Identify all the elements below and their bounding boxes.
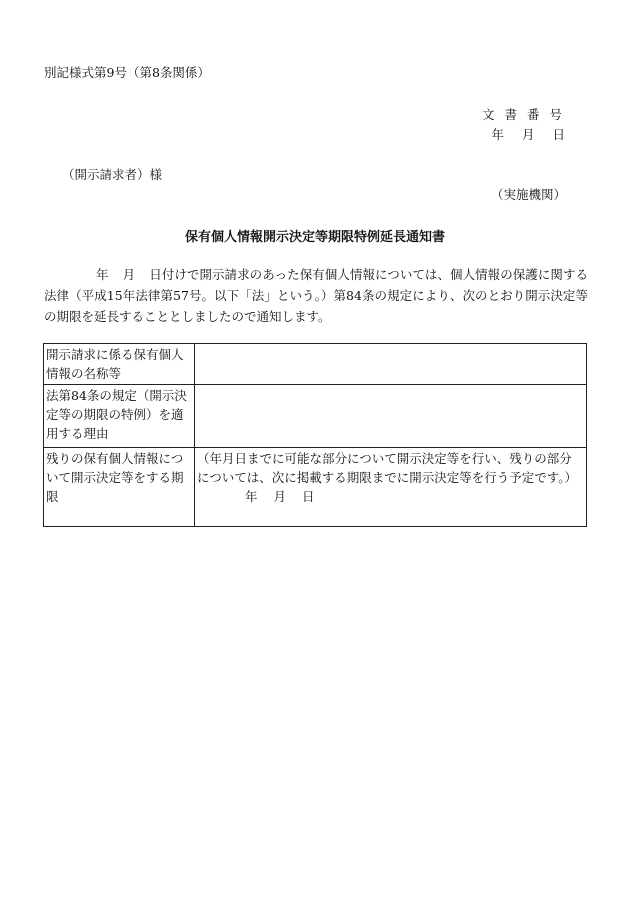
notice-body [44,264,588,327]
body-text: 日付けで開示請求のあった保有個人情報については、個人情報の保護に関する法律（平成15年法律第57号。以下「法」という。）第84条の規定により、次のとおり開示決定等の期限を延長することとしましたので通知します。 [44,267,588,324]
row-label: 法第84条の規定（開示決定等の期限の特例）を適用する理由 [44,385,195,448]
deadline-open-paren: （ [197,451,210,466]
table-row [44,344,587,385]
deadline-cell [195,448,587,527]
body-month: 月 [122,267,136,282]
document-date: 年 月 日 [491,127,572,142]
row-value [195,344,587,385]
recipient: （開示請求者）様 [62,167,163,182]
table-row [44,385,587,448]
deadline-month: 月 [222,451,235,466]
body-year: 年 [96,267,109,282]
row-label: 開示請求に係る保有個人情報の名称等 [44,344,195,385]
form-id: 別記様式第9号（第8条関係） [44,65,210,80]
table-row [44,448,587,527]
deadline-text: 日までに可能な部分について開示決定等を行い、残りの部分については、次に掲載する期限までに開示決定等を行う予定です。） [197,451,578,485]
issuing-agency: （実施機関） [490,187,566,202]
document-title: 保有個人情報開示決定等期限特例延長通知書 [184,230,445,245]
row-label: 残りの保有個人情報について開示決定等をする期限 [44,448,195,527]
deadline-date: 年 月 日 [245,489,321,504]
row-value [195,385,587,448]
deadline-year: 年 [209,451,223,466]
info-table [43,343,587,527]
document-number: 文書番号 [481,107,572,122]
